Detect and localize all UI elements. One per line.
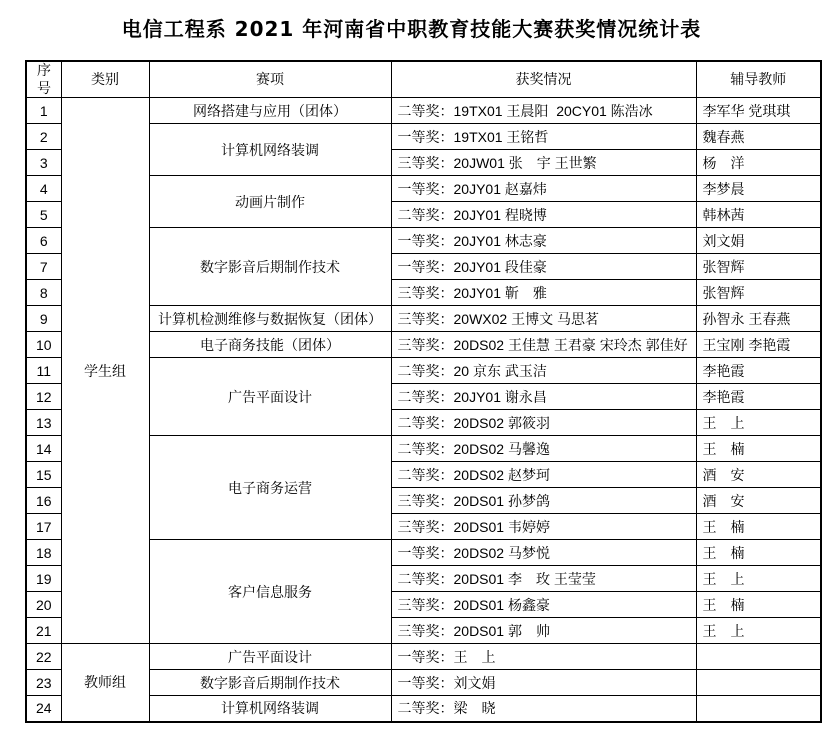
- cell-teacher: 王 上: [696, 410, 821, 436]
- cell-row-number: 23: [26, 670, 61, 696]
- cell-event: 计算机网络装调: [149, 696, 391, 722]
- cell-event: 广告平面设计: [149, 644, 391, 670]
- table-row: [26, 98, 821, 124]
- cell-teacher: [696, 644, 821, 670]
- cell-teacher: 王 楠: [696, 514, 821, 540]
- cell-row-number: 8: [26, 280, 61, 306]
- cell-award: 三等奖：20JW01 张 宇 王世繁: [391, 150, 696, 176]
- cell-teacher: 李军华 党琪琪: [696, 98, 821, 124]
- cell-teacher: 王 上: [696, 566, 821, 592]
- cell-teacher: 韩林茜: [696, 202, 821, 228]
- cell-row-number: 17: [26, 514, 61, 540]
- cell-row-number: 9: [26, 306, 61, 332]
- cell-row-number: 22: [26, 644, 61, 670]
- cell-teacher: 张智辉: [696, 254, 821, 280]
- cell-event: 计算机检测维修与数据恢复（团体）: [149, 306, 391, 332]
- cell-teacher: 刘文娟: [696, 228, 821, 254]
- cell-award: 三等奖：20DS01 韦婷婷: [391, 514, 696, 540]
- cell-award: 三等奖：20WX02 王博文 马思茗: [391, 306, 696, 332]
- cell-award: 一等奖：20DS02 马梦悦: [391, 540, 696, 566]
- cell-award: 二等奖：20DS02 郭筱羽: [391, 410, 696, 436]
- cell-teacher: 李艳霞: [696, 384, 821, 410]
- cell-row-number: 10: [26, 332, 61, 358]
- cell-event: 客户信息服务: [149, 540, 391, 644]
- cell-award: 二等奖：19TX01 王晨阳 20CY01 陈浩冰: [391, 98, 696, 124]
- cell-teacher: [696, 670, 821, 696]
- cell-row-number: 5: [26, 202, 61, 228]
- cell-event: 广告平面设计: [149, 358, 391, 436]
- cell-teacher: 王 楠: [696, 540, 821, 566]
- cell-award: 一等奖：王 上: [391, 644, 696, 670]
- cell-event: 数字影音后期制作技术: [149, 670, 391, 696]
- cell-category: 教师组: [61, 644, 149, 722]
- cell-teacher: 魏春燕: [696, 124, 821, 150]
- cell-category: 学生组: [61, 98, 149, 644]
- cell-award: 三等奖：20DS01 郭 帅: [391, 618, 696, 644]
- cell-row-number: 7: [26, 254, 61, 280]
- header-event: 赛项: [149, 61, 391, 98]
- cell-row-number: 2: [26, 124, 61, 150]
- cell-teacher: 酒 安: [696, 488, 821, 514]
- cell-row-number: 20: [26, 592, 61, 618]
- cell-teacher: [696, 696, 821, 722]
- cell-row-number: 21: [26, 618, 61, 644]
- header-award: 获奖情况: [391, 61, 696, 98]
- cell-row-number: 24: [26, 696, 61, 722]
- cell-event: 动画片制作: [149, 176, 391, 228]
- cell-event: 计算机网络装调: [149, 124, 391, 176]
- cell-teacher: 孙智永 王春燕: [696, 306, 821, 332]
- header-category: 类别: [61, 61, 149, 98]
- header-row: [26, 61, 821, 98]
- cell-award: 一等奖：19TX01 王铭哲: [391, 124, 696, 150]
- cell-row-number: 4: [26, 176, 61, 202]
- cell-teacher: 王 楠: [696, 436, 821, 462]
- cell-award: 一等奖：刘文娟: [391, 670, 696, 696]
- page-title: 电信工程系 2021 年河南省中职教育技能大赛获奖情况统计表: [121, 17, 702, 41]
- cell-teacher: 杨 洋: [696, 150, 821, 176]
- cell-row-number: 1: [26, 98, 61, 124]
- cell-teacher: 酒 安: [696, 462, 821, 488]
- cell-row-number: 13: [26, 410, 61, 436]
- cell-row-number: 15: [26, 462, 61, 488]
- cell-award: 三等奖：20DS02 王佳慧 王君豪 宋玲杰 郭佳好: [391, 332, 696, 358]
- cell-award: 三等奖：20DS01 杨鑫豪: [391, 592, 696, 618]
- cell-event: 数字影音后期制作技术: [149, 228, 391, 306]
- cell-award: 二等奖：20JY01 谢永昌: [391, 384, 696, 410]
- cell-event: 电子商务运营: [149, 436, 391, 540]
- table-row: [26, 644, 821, 670]
- cell-row-number: 18: [26, 540, 61, 566]
- awards-table: [25, 60, 822, 723]
- cell-event: 电子商务技能（团体）: [149, 332, 391, 358]
- cell-award: 三等奖：20DS01 孙梦鸽: [391, 488, 696, 514]
- cell-award: 二等奖：20DS02 马馨逸: [391, 436, 696, 462]
- cell-teacher: 王宝刚 李艳霞: [696, 332, 821, 358]
- cell-award: 三等奖：20JY01 靳 雅: [391, 280, 696, 306]
- table-body: [26, 98, 821, 722]
- cell-award: 一等奖：20JY01 赵嘉炜: [391, 176, 696, 202]
- header-no: 序号: [26, 61, 61, 98]
- cell-teacher: 李梦晨: [696, 176, 821, 202]
- cell-award: 二等奖：梁 晓: [391, 696, 696, 722]
- cell-teacher: 王 上: [696, 618, 821, 644]
- cell-award: 二等奖：20DS02 赵梦珂: [391, 462, 696, 488]
- cell-row-number: 11: [26, 358, 61, 384]
- cell-row-number: 12: [26, 384, 61, 410]
- header-teacher: 辅导教师: [696, 61, 821, 98]
- cell-award: 二等奖：20DS01 李 玫 王莹莹: [391, 566, 696, 592]
- cell-teacher: 张智辉: [696, 280, 821, 306]
- cell-award: 二等奖：20JY01 程晓博: [391, 202, 696, 228]
- cell-teacher: 李艳霞: [696, 358, 821, 384]
- cell-award: 一等奖：20JY01 段佳豪: [391, 254, 696, 280]
- cell-row-number: 19: [26, 566, 61, 592]
- cell-row-number: 6: [26, 228, 61, 254]
- cell-teacher: 王 楠: [696, 592, 821, 618]
- cell-row-number: 3: [26, 150, 61, 176]
- cell-row-number: 14: [26, 436, 61, 462]
- cell-row-number: 16: [26, 488, 61, 514]
- cell-event: 网络搭建与应用（团体）: [149, 98, 391, 124]
- cell-award: 一等奖：20JY01 林志豪: [391, 228, 696, 254]
- cell-award: 二等奖：20 京东 武玉洁: [391, 358, 696, 384]
